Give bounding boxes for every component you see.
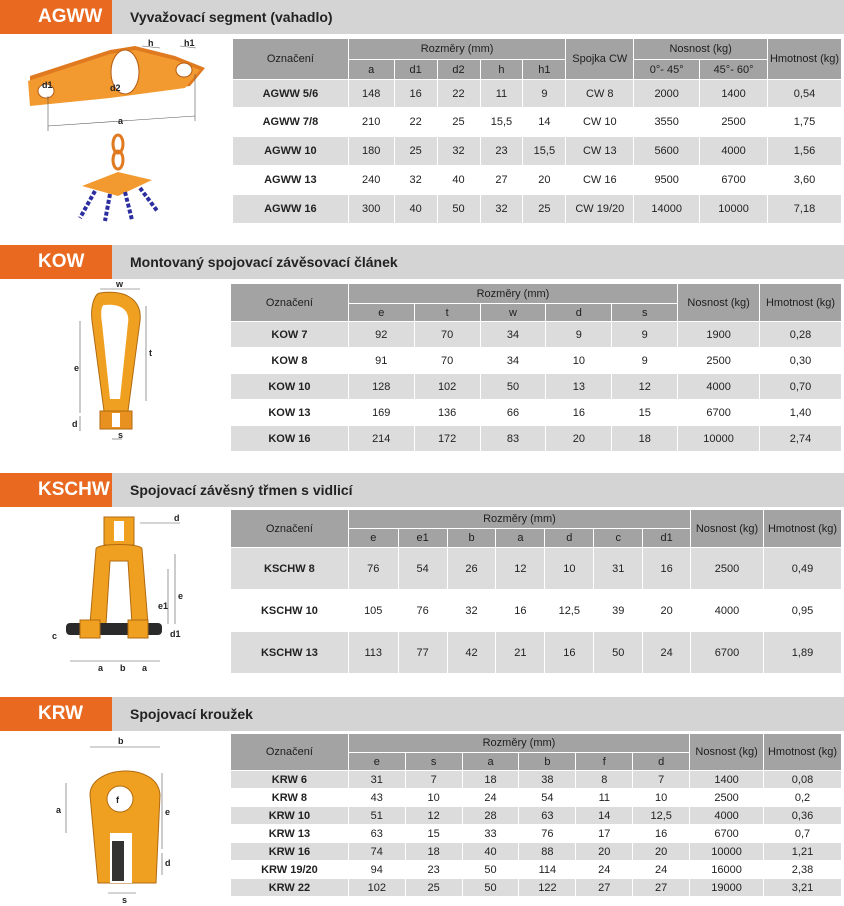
cell: 3,60	[768, 166, 842, 195]
cell: 14	[523, 108, 566, 137]
cell: 11	[480, 80, 523, 108]
cell: 50	[594, 632, 643, 674]
cell: 20	[546, 426, 612, 452]
dim-label: s	[118, 430, 124, 440]
col-header-dim: w	[480, 304, 546, 322]
cell: 22	[394, 108, 437, 137]
col-header-dim: e	[348, 529, 398, 548]
cell: 76	[398, 590, 447, 632]
cell: 113	[348, 632, 398, 674]
cell: 23	[405, 861, 462, 879]
col-header-dim: e	[348, 753, 405, 771]
cell: 6700	[678, 400, 760, 426]
cell: 7	[633, 771, 690, 789]
cell: KRW 6	[231, 771, 349, 789]
cell: CW 19/20	[566, 195, 634, 224]
cell: 2000	[634, 80, 700, 108]
cell: 4000	[690, 807, 764, 825]
cell: 18	[462, 771, 519, 789]
col-group-dims: Rozměry (mm)	[348, 734, 689, 753]
cell: 0,49	[763, 548, 841, 590]
section-krw	[0, 697, 844, 906]
dim-label: e	[165, 807, 171, 817]
col-header-dim: b	[447, 529, 496, 548]
cell: 169	[348, 400, 414, 426]
cell: 12	[405, 807, 462, 825]
table-row	[233, 108, 842, 137]
section-header	[0, 473, 844, 507]
dim-label: e	[178, 591, 184, 601]
cell: 114	[519, 861, 576, 879]
cell: 51	[348, 807, 405, 825]
cell: 70	[414, 322, 480, 348]
cell: 66	[480, 400, 546, 426]
cell: 24	[643, 632, 691, 674]
col-header-nosnost: 0°- 45°	[634, 60, 700, 80]
cell: 63	[519, 807, 576, 825]
cell: KOW 7	[231, 322, 349, 348]
cell: 23	[480, 137, 523, 166]
table-row	[233, 166, 842, 195]
dim-label: w	[116, 281, 124, 289]
cell: 3550	[634, 108, 700, 137]
cell: 10	[545, 548, 594, 590]
table-row	[231, 879, 842, 897]
cell: 16	[546, 400, 612, 426]
cell: 15,5	[480, 108, 523, 137]
cell: 18	[612, 426, 678, 452]
cell: 12,5	[545, 590, 594, 632]
cell: 43	[348, 789, 405, 807]
col-header-name: Označení	[233, 39, 349, 80]
cell: 6700	[691, 632, 764, 674]
cell: 6700	[700, 166, 768, 195]
cell: 16000	[690, 861, 764, 879]
dim-label: e	[74, 363, 80, 373]
col-header-dim: a	[496, 529, 545, 548]
table-row	[231, 807, 842, 825]
cell: 0,2	[764, 789, 842, 807]
cell: 76	[519, 825, 576, 843]
cell: CW 16	[566, 166, 634, 195]
cell: 9	[546, 322, 612, 348]
cell: 10	[633, 789, 690, 807]
col-header-weight: Hmotnost (kg)	[768, 39, 842, 80]
cell: 122	[519, 879, 576, 897]
cell: AGWW 13	[233, 166, 349, 195]
cell: KSCHW 13	[231, 632, 349, 674]
cell: 15	[405, 825, 462, 843]
cell: 34	[480, 322, 546, 348]
cell: 24	[633, 861, 690, 879]
cell: 0,54	[768, 80, 842, 108]
table-row	[231, 861, 842, 879]
col-group-dims: Rozměry (mm)	[348, 284, 677, 304]
krw-table	[230, 733, 842, 897]
kschw-table	[230, 509, 842, 674]
cell: CW 10	[566, 108, 634, 137]
cell: 76	[348, 548, 398, 590]
kow-table	[230, 283, 842, 452]
cell: 9	[523, 80, 566, 108]
cell: KOW 13	[231, 400, 349, 426]
cell: 1,21	[764, 843, 842, 861]
section-kow	[0, 245, 844, 455]
col-group-dims: Rozměry (mm)	[348, 39, 566, 60]
cell: 0,08	[764, 771, 842, 789]
cell: 40	[437, 166, 480, 195]
col-header-spojka: Spojka CW	[566, 39, 634, 80]
dim-label: b	[120, 663, 126, 673]
cell: CW 8	[566, 80, 634, 108]
dim-label: f	[116, 795, 119, 805]
cell: 16	[394, 80, 437, 108]
cell: 16	[633, 825, 690, 843]
dim-label: c	[52, 631, 58, 641]
cell: KOW 10	[231, 374, 349, 400]
cell: 12	[496, 548, 545, 590]
cell: 6700	[690, 825, 764, 843]
table-row	[233, 137, 842, 166]
cell: 26	[447, 548, 496, 590]
col-header-dim: d1	[394, 60, 437, 80]
cell: KOW 8	[231, 348, 349, 374]
section-header	[0, 697, 844, 731]
cell: KOW 16	[231, 426, 349, 452]
cell: 14000	[634, 195, 700, 224]
dim-label: d1	[42, 80, 53, 90]
cell: CW 13	[566, 137, 634, 166]
cell: 74	[348, 843, 405, 861]
col-header-name: Označení	[231, 284, 349, 322]
cell: 7	[405, 771, 462, 789]
cell: KRW 16	[231, 843, 349, 861]
col-header-dim: a	[348, 60, 394, 80]
cell: 0,7	[764, 825, 842, 843]
cell: KRW 10	[231, 807, 349, 825]
col-header-dim: f	[576, 753, 633, 771]
dim-label: h1	[184, 38, 195, 48]
cell: 1900	[678, 322, 760, 348]
cell: 25	[405, 879, 462, 897]
dim-label: b	[118, 736, 124, 746]
col-header-dim: d	[546, 304, 612, 322]
section-agww	[0, 0, 844, 230]
product-code: KSCHW	[0, 473, 112, 507]
cell: 10	[405, 789, 462, 807]
cell: 38	[519, 771, 576, 789]
cell: 77	[398, 632, 447, 674]
table-row	[231, 348, 842, 374]
table-row	[231, 843, 842, 861]
col-header-dim: c	[594, 529, 643, 548]
col-header-weight: Hmotnost (kg)	[760, 284, 842, 322]
cell: 25	[523, 195, 566, 224]
col-header-dim: s	[405, 753, 462, 771]
cell: 102	[348, 879, 405, 897]
cell: 25	[394, 137, 437, 166]
cell: 14	[576, 807, 633, 825]
cell: 1,56	[768, 137, 842, 166]
cell: 25	[437, 108, 480, 137]
cell: 31	[594, 548, 643, 590]
col-header-dim: h	[480, 60, 523, 80]
cell: 240	[348, 166, 394, 195]
cell: 2,38	[764, 861, 842, 879]
cell: 7,18	[768, 195, 842, 224]
cell: 92	[348, 322, 414, 348]
table-row	[231, 374, 842, 400]
cell: 4000	[678, 374, 760, 400]
cell: KSCHW 8	[231, 548, 349, 590]
dim-label: a	[98, 663, 104, 673]
cell: 28	[462, 807, 519, 825]
dim-label: t	[149, 348, 152, 358]
cell: 32	[394, 166, 437, 195]
cell: 148	[348, 80, 394, 108]
cell: 21	[496, 632, 545, 674]
dim-label: d	[174, 513, 180, 523]
dim-label: a	[142, 663, 148, 673]
cell: KSCHW 10	[231, 590, 349, 632]
cell: 22	[437, 80, 480, 108]
cell: 24	[576, 861, 633, 879]
cell: 17	[576, 825, 633, 843]
col-header-dim: d1	[643, 529, 691, 548]
dim-label: d	[165, 858, 171, 868]
col-group-nosnost: Nosnost (kg)	[634, 39, 768, 60]
cell: 180	[348, 137, 394, 166]
table-row	[231, 590, 842, 632]
table-row	[231, 400, 842, 426]
cell: 128	[348, 374, 414, 400]
dim-label: a	[56, 805, 62, 815]
cell: 42	[447, 632, 496, 674]
cell: 94	[348, 861, 405, 879]
cell: 214	[348, 426, 414, 452]
col-header-dim: d	[633, 753, 690, 771]
cell: 2,74	[760, 426, 842, 452]
table-row	[231, 632, 842, 674]
cell: 0,36	[764, 807, 842, 825]
cell: AGWW 16	[233, 195, 349, 224]
cell: AGWW 10	[233, 137, 349, 166]
cell: 1,40	[760, 400, 842, 426]
cell: 70	[414, 348, 480, 374]
dim-label: a	[118, 116, 124, 126]
cell: 9	[612, 348, 678, 374]
cell: 1,75	[768, 108, 842, 137]
product-code: KRW	[0, 697, 112, 731]
cell: 0,30	[760, 348, 842, 374]
cell: 19000	[690, 879, 764, 897]
col-header-name: Označení	[231, 510, 349, 548]
table-row	[233, 195, 842, 224]
cell: 10000	[678, 426, 760, 452]
section-title: Montovaný spojovací závěsovací článek	[130, 254, 398, 270]
col-header-dim: d2	[437, 60, 480, 80]
cell: 12	[612, 374, 678, 400]
dim-label: d	[72, 419, 78, 429]
cell: 16	[643, 548, 691, 590]
cell: 40	[462, 843, 519, 861]
col-header-dim: b	[519, 753, 576, 771]
cell: 0,95	[763, 590, 841, 632]
section-header	[0, 0, 844, 34]
cell: 300	[348, 195, 394, 224]
col-header-nosnost: Nosnost (kg)	[691, 510, 764, 548]
col-header-dim: a	[462, 753, 519, 771]
col-header-dim: h1	[523, 60, 566, 80]
cell: 210	[348, 108, 394, 137]
cell: 88	[519, 843, 576, 861]
table-row	[231, 789, 842, 807]
cell: 40	[394, 195, 437, 224]
section-kschw	[0, 473, 844, 683]
cell: 50	[437, 195, 480, 224]
section-title: Spojovací závěsný třmen s vidlicí	[130, 482, 353, 498]
cell: 50	[480, 374, 546, 400]
cell: 1,89	[763, 632, 841, 674]
cell: 105	[348, 590, 398, 632]
dim-label: s	[122, 895, 128, 905]
cell: 20	[523, 166, 566, 195]
cell: KRW 8	[231, 789, 349, 807]
dim-label: h	[148, 38, 154, 48]
col-header-nosnost: 45°- 60°	[700, 60, 768, 80]
cell: 2500	[700, 108, 768, 137]
col-header-nosnost: Nosnost (kg)	[678, 284, 760, 322]
cell: 0,28	[760, 322, 842, 348]
cell: 32	[437, 137, 480, 166]
cell: 4000	[691, 590, 764, 632]
cell: 15	[612, 400, 678, 426]
table-row	[231, 322, 842, 348]
cell: 50	[462, 861, 519, 879]
col-group-dims: Rozměry (mm)	[348, 510, 690, 529]
cell: KRW 19/20	[231, 861, 349, 879]
col-header-dim: d	[545, 529, 594, 548]
cell: 10	[546, 348, 612, 374]
product-code: AGWW	[0, 0, 112, 34]
cell: 102	[414, 374, 480, 400]
col-header-dim: e	[348, 304, 414, 322]
cell: 33	[462, 825, 519, 843]
table-row	[231, 426, 842, 452]
cell: KRW 13	[231, 825, 349, 843]
col-header-nosnost: Nosnost (kg)	[690, 734, 764, 771]
cell: 172	[414, 426, 480, 452]
cell: 4000	[700, 137, 768, 166]
cell: 0,70	[760, 374, 842, 400]
cell: 11	[576, 789, 633, 807]
cell: 16	[496, 590, 545, 632]
cell: 27	[576, 879, 633, 897]
cell: 20	[633, 843, 690, 861]
table-row	[233, 80, 842, 108]
cell: 54	[398, 548, 447, 590]
cell: 2500	[691, 548, 764, 590]
section-header	[0, 245, 844, 279]
col-header-dim: s	[612, 304, 678, 322]
col-header-weight: Hmotnost (kg)	[763, 510, 841, 548]
cell: 15,5	[523, 137, 566, 166]
cell: 32	[480, 195, 523, 224]
cell: 5600	[634, 137, 700, 166]
cell: 2500	[678, 348, 760, 374]
section-title: Spojovací kroužek	[130, 706, 253, 722]
section-title: Vyvažovací segment (vahadlo)	[130, 9, 333, 25]
cell: 10000	[690, 843, 764, 861]
col-header-dim: e1	[398, 529, 447, 548]
agww-illustration	[0, 36, 225, 226]
kschw-illustration	[0, 509, 225, 674]
cell: 2500	[690, 789, 764, 807]
agww-table	[232, 38, 842, 224]
cell: 27	[480, 166, 523, 195]
cell: 34	[480, 348, 546, 374]
dim-label: e1	[158, 601, 169, 611]
cell: 136	[414, 400, 480, 426]
table-row	[231, 825, 842, 843]
krw-illustration	[0, 733, 225, 905]
cell: 12,5	[633, 807, 690, 825]
cell: 39	[594, 590, 643, 632]
cell: 27	[633, 879, 690, 897]
cell: 10000	[700, 195, 768, 224]
cell: 1400	[700, 80, 768, 108]
col-header-weight: Hmotnost (kg)	[764, 734, 842, 771]
kow-illustration	[0, 281, 225, 451]
cell: 9500	[634, 166, 700, 195]
cell: 24	[462, 789, 519, 807]
cell: 16	[545, 632, 594, 674]
cell: 83	[480, 426, 546, 452]
cell: 8	[576, 771, 633, 789]
table-row	[231, 548, 842, 590]
cell: 31	[348, 771, 405, 789]
cell: 13	[546, 374, 612, 400]
col-header-name: Označení	[231, 734, 349, 771]
cell: 3,21	[764, 879, 842, 897]
cell: 20	[643, 590, 691, 632]
table-row	[231, 771, 842, 789]
col-header-dim: t	[414, 304, 480, 322]
cell: 9	[612, 322, 678, 348]
cell: 50	[462, 879, 519, 897]
dim-label: d2	[110, 83, 121, 93]
cell: 18	[405, 843, 462, 861]
cell: 1400	[690, 771, 764, 789]
dim-label: d1	[170, 629, 181, 639]
cell: AGWW 5/6	[233, 80, 349, 108]
cell: 32	[447, 590, 496, 632]
cell: 54	[519, 789, 576, 807]
cell: KRW 22	[231, 879, 349, 897]
cell: AGWW 7/8	[233, 108, 349, 137]
cell: 63	[348, 825, 405, 843]
cell: 20	[576, 843, 633, 861]
cell: 91	[348, 348, 414, 374]
product-code: KOW	[0, 245, 112, 279]
